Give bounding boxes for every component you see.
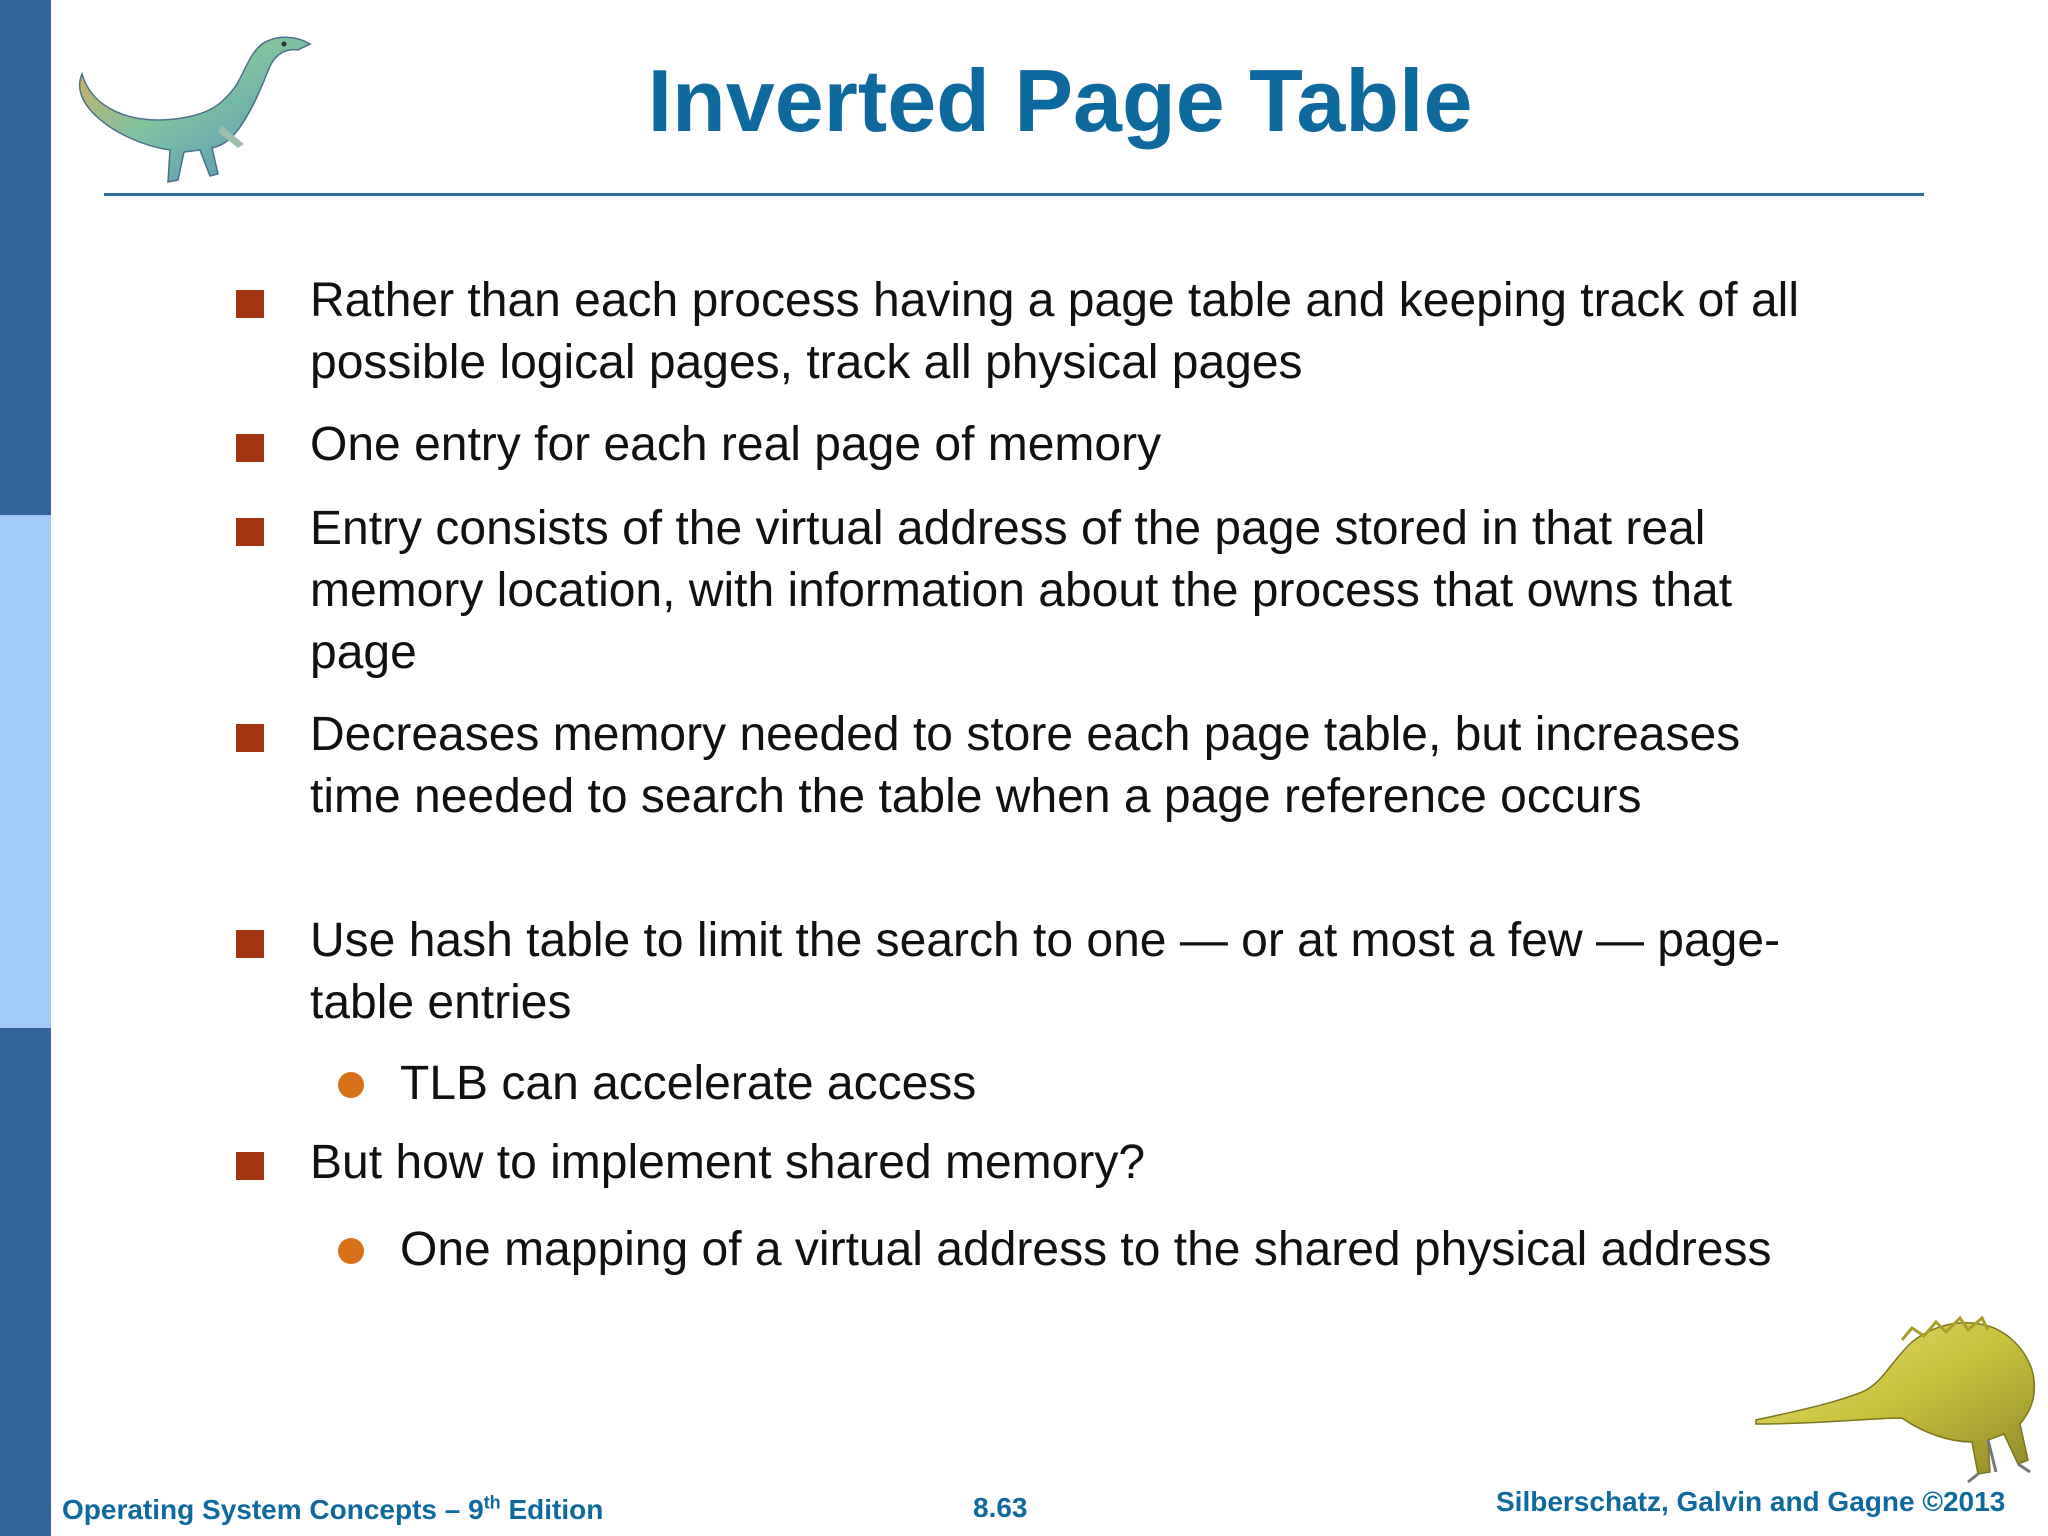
square-bullet-icon [236, 290, 264, 318]
footer-page-number: 8.63 [973, 1492, 1028, 1523]
dinosaur-logo-icon [1752, 1300, 2042, 1490]
page-title: Inverted Page Table [647, 51, 1473, 150]
square-bullet-icon [236, 930, 264, 958]
square-bullet-icon [236, 1152, 264, 1180]
footer-authors: Silberschatz, Galvin and Gagne ©2013 [1496, 1486, 2006, 1517]
square-bullet-icon [236, 724, 264, 752]
footer-book-title: Operating System Concepts – 9th Edition [62, 1492, 604, 1525]
square-bullet-icon [236, 518, 264, 546]
list-item: One entry for each real page of memory [310, 418, 1162, 471]
list-item: Use hash table to limit the search to one — or at most a few — page-table entries [310, 914, 1781, 1029]
list-item: One mapping of a virtual address to the shared physical address [400, 1223, 1772, 1276]
list-item: Entry consists of the virtual address of the page stored in that real memory location, with information about the process that owns that page [310, 502, 1733, 679]
circle-bullet-icon [338, 1072, 364, 1098]
circle-bullet-icon [338, 1238, 364, 1264]
list-item: TLB can accelerate access [400, 1057, 977, 1110]
list-item: Rather than each process having a page table and keeping track of all possible logical pages, track all physical pages [310, 274, 1799, 389]
list-item: Decreases memory needed to store each page table, but increases time needed to search the table when a page reference occurs [310, 708, 1741, 823]
square-bullet-icon [236, 434, 264, 462]
list-item: But how to implement shared memory? [310, 1136, 1146, 1189]
